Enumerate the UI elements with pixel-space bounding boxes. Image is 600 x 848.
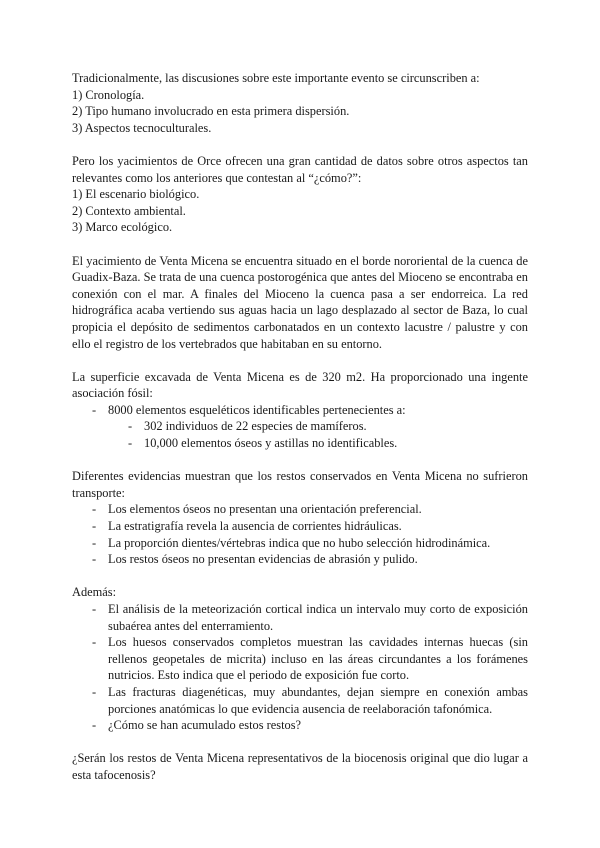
numbered-item: 3) Aspectos tecnoculturales.: [72, 120, 212, 135]
section-intro: Tradicionalmente, las discusiones sobre este importante evento se circunscriben a:: [72, 71, 480, 85]
list-item: - 10,000 elementos óseos y astillas no identificables.: [72, 435, 528, 452]
list-item: - Los huesos conservados completos muestran las cavidades internas huecas (sin rellenos geopetales de micrita) incluso en las áreas circundantes a los forámenes nutricios. Esto indica que el periodo de exposición fue corto.: [72, 634, 528, 684]
section-intro: La superficie excavada de Venta Micena es de 320 m2. Ha proporcionado una ingente asociación fósil:: [72, 369, 528, 401]
list-item: - 8000 elementos esqueléticos identificables pertenecientes a:: [72, 402, 528, 419]
bullet-list: [72, 601, 528, 734]
section-transport-evidence: [72, 468, 528, 568]
section-excavated-surface: [72, 369, 528, 452]
numbered-item: 2) Contexto ambiental.: [72, 203, 186, 218]
list-item: - La proporción dientes/vértebras indica que no hubo selección hidrodinámica.: [72, 535, 528, 552]
list-item: - El análisis de la meteorización cortical indica un intervalo muy corto de exposición subaérea antes del enterramiento.: [72, 601, 528, 634]
numbered-item: 2) Tipo humano involucrado en esta primera dispersión.: [72, 104, 350, 119]
closing-question: ¿Serán los restos de Venta Micena representativos de la biocenosis original que dio lugar a esta tafocenosis?: [72, 751, 528, 782]
numbered-item: 1) Cronología.: [72, 87, 145, 102]
section-chronology-topics: [72, 70, 528, 136]
bullet-list: [72, 402, 528, 419]
sub-bullet-list: [72, 418, 528, 451]
section-intro: Además:: [72, 585, 117, 600]
list-item: - Los restos óseos no presentan evidencias de abrasión y pulido.: [72, 551, 528, 568]
section-venta-micena-paragraph: El yacimiento de Venta Micena se encuentra situado en el borde nororiental de la cuenca de Guadix-Baza. Se trata de una cuenca postorogénica que antes del Mioceno se encontraba en conexión con el mar. A finales del Mioceno la cuenca pasa a ser endorreica. La red hidrográfica acaba vertiendo sus aguas hacia un lago desplazado al sector de Baza, lo cual propicia el depósito de sedimentos carbonatados en un contexto lacustre / palustre y con ello el registro de los vertebrados que habitaban en su entorno.: [72, 253, 528, 351]
list-item: - Las fracturas diagenéticas, muy abundantes, dejan siempre en conexión ambas porciones anatómicas lo que evidencia ausencia de reelaboración tafonómica.: [72, 684, 528, 717]
section-orce-aspects: [72, 153, 528, 236]
list-item: - ¿Cómo se han acumulado estos restos?: [72, 717, 528, 734]
list-item: - 302 individuos de 22 especies de mamíferos.: [72, 418, 528, 435]
numbered-item: 3) Marco ecológico.: [72, 220, 173, 235]
bullet-list: [72, 501, 528, 567]
numbered-item: 1) El escenario biológico.: [72, 187, 200, 202]
list-item: - La estratigrafía revela la ausencia de corrientes hidráulicas.: [72, 518, 528, 535]
section-intro: Pero los yacimientos de Orce ofrecen una gran cantidad de datos sobre otros aspectos tan relevantes como los anteriores que contestan al “¿cómo?”:: [72, 153, 528, 185]
section-intro: Diferentes evidencias muestran que los restos conservados en Venta Micena no sufrieron transporte:: [72, 469, 528, 500]
section-additional-evidence: [72, 584, 528, 733]
list-item: - Los elementos óseos no presentan una orientación preferencial.: [72, 501, 528, 518]
document-body: [72, 70, 528, 784]
